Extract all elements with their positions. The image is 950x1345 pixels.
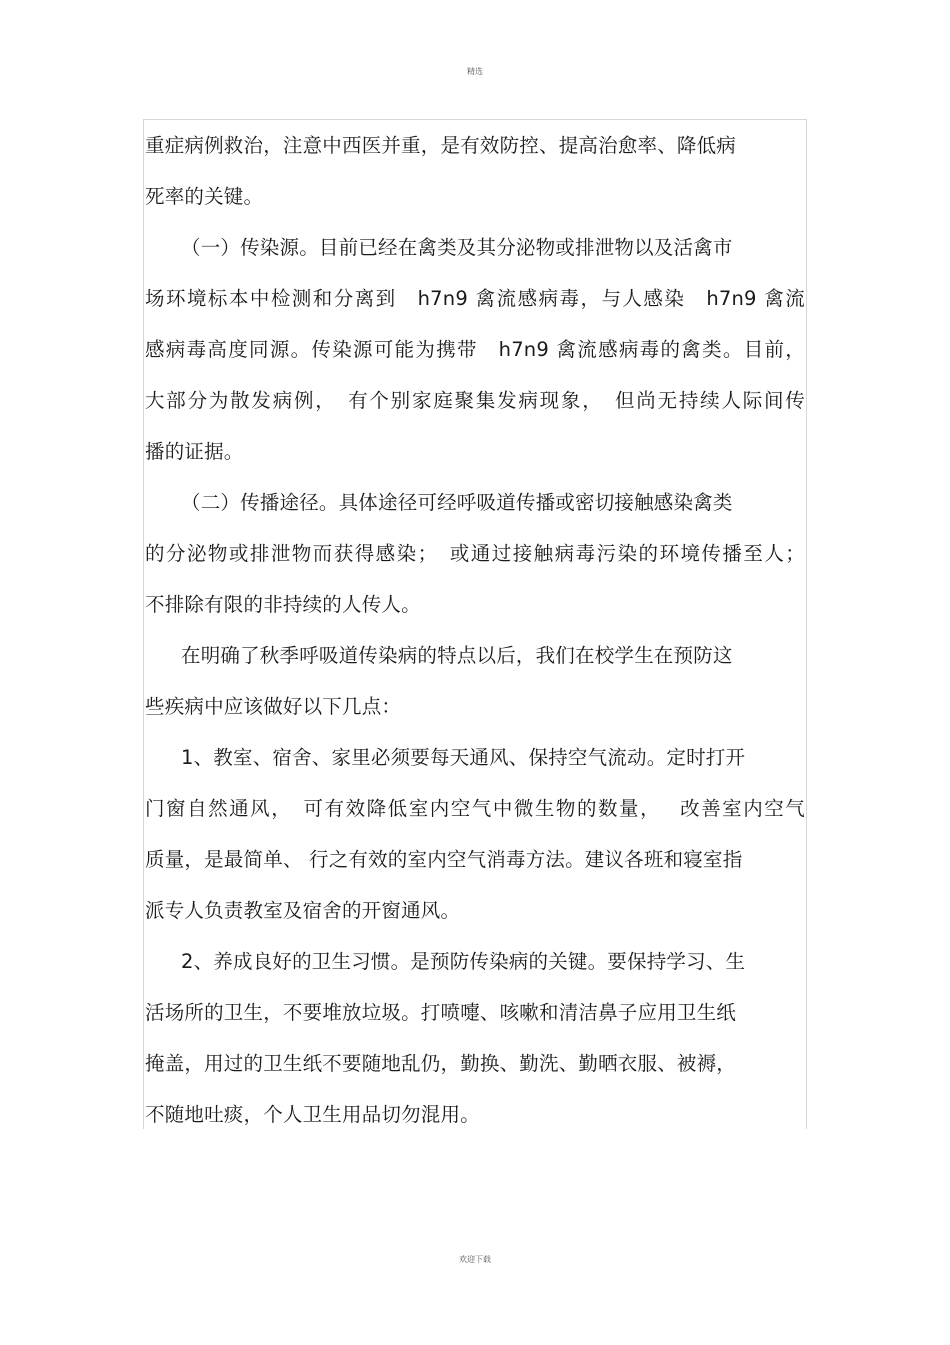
text-line: 大部分为散发病例， 有个别家庭聚集发病现象， 但尚无持续人际间传 xyxy=(145,389,805,412)
text-line: 质量，是最简单、 行之有效的室内空气消毒方法。建议各班和寝室指 xyxy=(145,848,743,871)
text-line: 不随地吐痰，个人卫生用品切勿混用。 xyxy=(145,1103,480,1126)
text-line: 活场所的卫生，不要堆放垃圾。打喷嚏、咳嗽和清洁鼻子应用卫生纸 xyxy=(145,1001,737,1024)
text-line: 门窗自然通风， 可有效降低室内空气中微生物的数量， 改善室内空气 xyxy=(145,797,805,820)
text-line: 些疾病中应该做好以下几点： xyxy=(145,695,402,718)
text-line: 播的证据。 xyxy=(145,440,244,463)
text-line: 场环境标本中检测和分离到 h7n9 禽流感病毒，与人感染 h7n9 禽流 xyxy=(145,287,805,310)
text-line: 在明确了秋季呼吸道传染病的特点以后，我们在校学生在预防这 xyxy=(181,644,733,667)
text-line: 掩盖，用过的卫生纸不要随地乱仍，勤换、勤洗、勤晒衣服、被褥， xyxy=(145,1052,737,1075)
text-line: 重症病例救治，注意中西医并重，是有效防控、提高治愈率、降低病 xyxy=(145,134,737,157)
text-line: 感病毒高度同源。传染源可能为携带 h7n9 禽流感病毒的禽类。目前， xyxy=(145,338,805,361)
page-footer-mark: 欢迎下载 xyxy=(459,1255,491,1264)
text-line: 派专人负责教室及宿舍的开窗通风。 xyxy=(145,899,461,922)
page-header-mark: 精选 xyxy=(467,67,483,76)
text-line: 2、养成良好的卫生习惯。是预防传染病的关键。要保持学习、生 xyxy=(181,950,746,973)
text-line: （一）传染源。目前已经在禽类及其分泌物或排泄物以及活禽市 xyxy=(181,236,733,259)
text-line: 1、教室、宿舍、家里必须要每天通风、保持空气流动。定时打开 xyxy=(181,746,746,769)
text-line: （二）传播途径。具体途径可经呼吸道传播或密切接触感染禽类 xyxy=(181,491,733,514)
text-line: 死率的关键。 xyxy=(145,185,264,208)
text-line: 不排除有限的非持续的人传人。 xyxy=(145,593,421,616)
document-body xyxy=(145,120,805,1140)
text-line: 的分泌物或排泄物而获得感染； 或通过接触病毒污染的环境传播至人； xyxy=(145,542,805,565)
